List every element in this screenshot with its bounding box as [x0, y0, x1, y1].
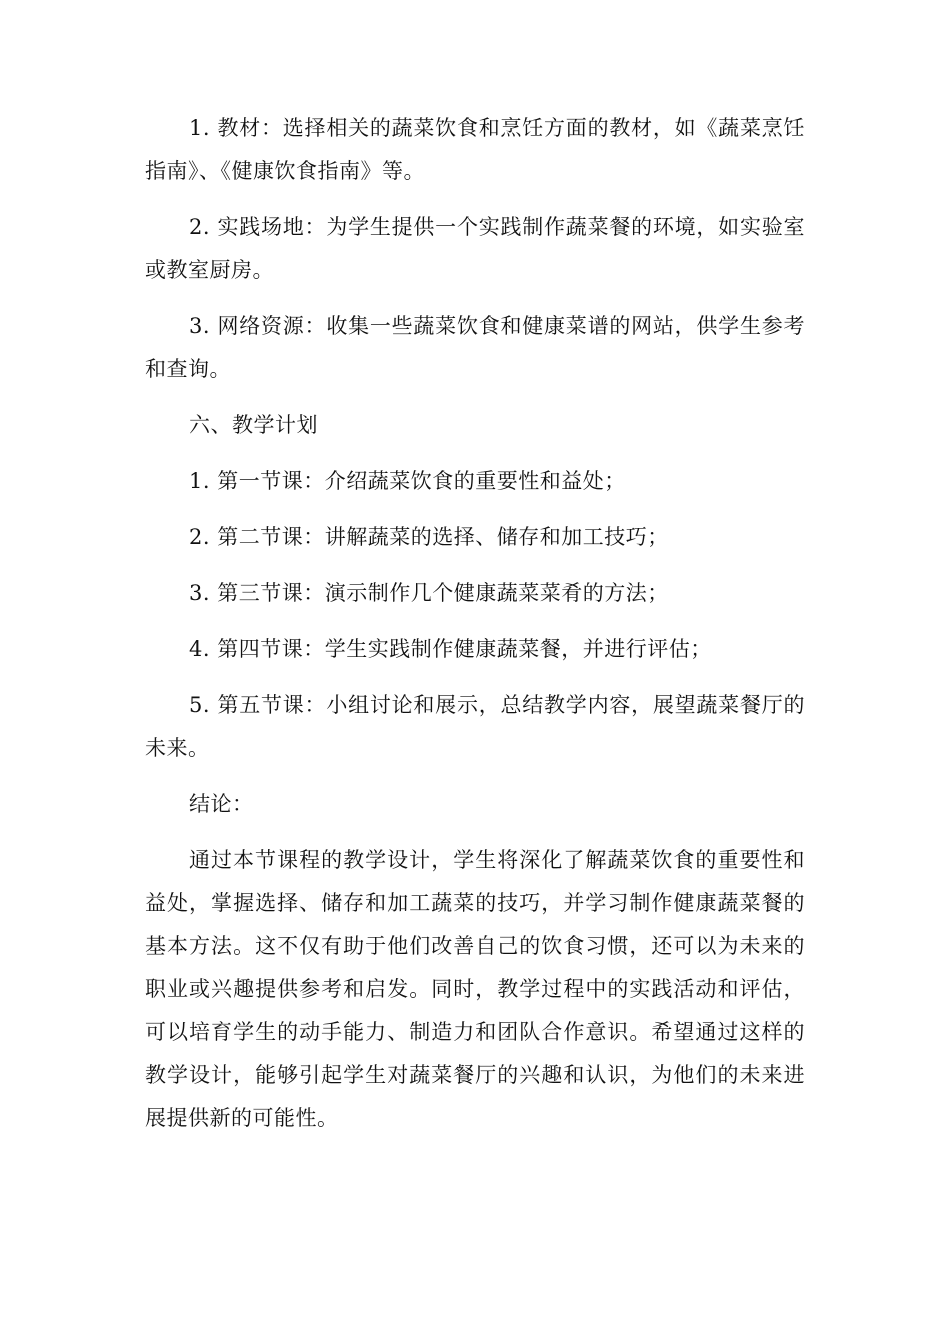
resource-item-textbooks: 1. 教材：选择相关的蔬菜饮食和烹饪方面的教材，如《蔬菜烹饪指南》、《健康饮食指南》等。 [145, 116, 805, 183]
section-heading-conclusion: 结论： [189, 792, 254, 816]
section-heading-teaching-plan: 六、教学计划 [189, 413, 318, 437]
resource-item-practice-venue: 2. 实践场地：为学生提供一个实践制作蔬菜餐的环境，如实验室或教室厨房。 [145, 215, 805, 282]
resource-item-online-resources: 3. 网络资源：收集一些蔬菜饮食和健康菜谱的网站，供学生参考和查询。 [145, 314, 805, 381]
document-body [145, 107, 805, 1140]
plan-item-lesson-4: 4. 第四节课：学生实践制作健康蔬菜餐，并进行评估； [189, 637, 712, 661]
plan-item-lesson-1: 1. 第一节课：介绍蔬菜饮食的重要性和益处； [189, 469, 626, 493]
plan-item-lesson-5: 5. 第五节课：小组讨论和展示，总结教学内容，展望蔬菜餐厅的未来。 [145, 693, 805, 760]
plan-item-lesson-3: 3. 第三节课：演示制作几个健康蔬菜菜肴的方法； [189, 581, 669, 605]
conclusion-paragraph: 通过本节课程的教学设计，学生将深化了解蔬菜饮食的重要性和益处，掌握选择、储存和加工蔬菜的技巧，并学习制作健康蔬菜餐的基本方法。这不仅有助于他们改善自己的饮食习惯，还可以为未来的职业或兴趣提供参考和启发。同时，教学过程中的实践活动和评估，可以培育学生的动手能力、制造力和团队合作意识。希望通过这样的教学设计，能够引起学生对蔬菜餐厅的兴趣和认识，为他们的未来进展提供新的可能性。 [145, 848, 805, 1130]
plan-item-lesson-2: 2. 第二节课：讲解蔬菜的选择、储存和加工技巧； [189, 525, 669, 549]
